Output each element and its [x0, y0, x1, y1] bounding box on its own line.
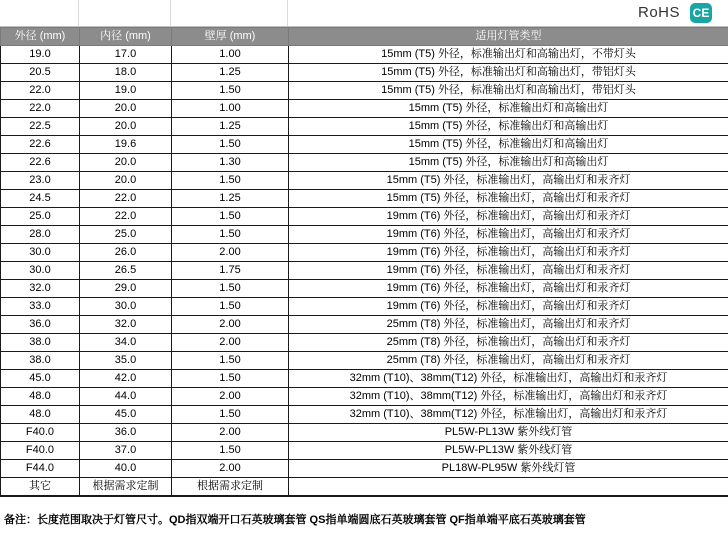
empty-cell[interactable] — [171, 0, 288, 26]
table-row — [1, 316, 728, 334]
inner-diameter-cell[interactable]: 30.0 — [80, 298, 172, 316]
outer-diameter-cell[interactable]: 22.5 — [1, 118, 80, 136]
lamp-type-cell[interactable]: PL18W-PL95W 紫外线灯管 — [289, 460, 728, 478]
table-row — [1, 46, 728, 64]
outer-diameter-cell[interactable]: 30.0 — [1, 244, 80, 262]
table-row — [1, 352, 728, 370]
inner-diameter-cell[interactable]: 17.0 — [80, 46, 172, 64]
wall-thickness-cell[interactable]: 1.50 — [172, 226, 289, 244]
wall-thickness-cell[interactable]: 1.50 — [172, 406, 289, 424]
outer-diameter-cell[interactable]: 48.0 — [1, 388, 80, 406]
lamp-type-cell[interactable]: 25mm (T8) 外径，标准输出灯，高输出灯和汞齐灯 — [289, 352, 728, 370]
outer-diameter-cell[interactable]: 38.0 — [1, 352, 80, 370]
spec-table — [0, 27, 728, 496]
table-row — [1, 172, 728, 190]
wall-thickness-cell[interactable]: 1.00 — [172, 46, 289, 64]
lamp-type-cell[interactable]: 15mm (T5) 外径，标准输出灯和高输出灯 — [289, 118, 728, 136]
wall-thickness-cell[interactable]: 1.75 — [172, 262, 289, 280]
lamp-type-cell[interactable] — [289, 478, 728, 496]
inner-diameter-cell[interactable]: 45.0 — [80, 406, 172, 424]
inner-diameter-cell[interactable]: 35.0 — [80, 352, 172, 370]
table-row — [1, 136, 728, 154]
inner-diameter-cell[interactable]: 22.0 — [80, 190, 172, 208]
lamp-type-cell[interactable]: 15mm (T5) 外径，标准输出灯和高输出灯，带铝灯头 — [289, 64, 728, 82]
wall-thickness-cell[interactable]: 1.50 — [172, 208, 289, 226]
inner-diameter-cell[interactable]: 42.0 — [80, 370, 172, 388]
table-row — [1, 478, 728, 496]
inner-diameter-cell[interactable]: 44.0 — [80, 388, 172, 406]
table-row — [1, 262, 728, 280]
wall-thickness-cell[interactable]: 2.00 — [172, 316, 289, 334]
inner-diameter-cell[interactable]: 22.0 — [80, 208, 172, 226]
table-row — [1, 226, 728, 244]
table-row — [1, 190, 728, 208]
outer-diameter-cell[interactable]: F44.0 — [1, 460, 80, 478]
wall-thickness-cell[interactable]: 1.50 — [172, 172, 289, 190]
wall-thickness-cell[interactable]: 1.50 — [172, 298, 289, 316]
outer-diameter-cell[interactable]: 22.6 — [1, 154, 80, 172]
outer-diameter-cell[interactable]: 28.0 — [1, 226, 80, 244]
outer-diameter-cell[interactable]: 32.0 — [1, 280, 80, 298]
lamp-type-cell[interactable]: 32mm (T10)、38mm(T12) 外径，标准输出灯，高输出灯和汞齐灯 — [289, 370, 728, 388]
outer-diameter-cell[interactable]: 33.0 — [1, 298, 80, 316]
table-row — [1, 406, 728, 424]
inner-diameter-cell[interactable]: 37.0 — [80, 442, 172, 460]
inner-diameter-cell[interactable]: 20.0 — [80, 100, 172, 118]
lamp-type-cell[interactable]: 25mm (T8) 外径，标准输出灯，高输出灯和汞齐灯 — [289, 334, 728, 352]
inner-diameter-cell[interactable]: 20.0 — [80, 154, 172, 172]
lamp-type-cell[interactable]: PL5W-PL13W 紫外线灯管 — [289, 442, 728, 460]
wall-thickness-cell[interactable]: 2.00 — [172, 424, 289, 442]
lamp-type-cell[interactable]: 15mm (T5) 外径，标准输出灯，高输出灯和汞齐灯 — [289, 172, 728, 190]
lamp-type-cell[interactable]: PL5W-PL13W 紫外线灯管 — [289, 424, 728, 442]
inner-diameter-cell[interactable]: 20.0 — [80, 118, 172, 136]
footer-note[interactable]: 备注：长度范围取决于灯管尺寸。QD指双端开口石英玻璃套管 QS指单端圆底石英玻璃套管 QF指单端平底石英玻璃套管 — [4, 514, 586, 526]
col-header-lamp-type[interactable]: 适用灯管类型 — [289, 28, 728, 46]
wall-thickness-cell[interactable]: 1.50 — [172, 280, 289, 298]
lamp-type-cell[interactable]: 15mm (T5) 外径，标准输出灯和高输出灯 — [289, 136, 728, 154]
wall-thickness-cell[interactable]: 1.50 — [172, 352, 289, 370]
ce-mark-icon: CE — [690, 3, 712, 23]
wall-thickness-cell[interactable]: 根据需求定制 — [172, 478, 289, 496]
table-row — [1, 442, 728, 460]
rohs-badge: RoHS — [638, 4, 681, 21]
wall-thickness-cell[interactable]: 1.50 — [172, 82, 289, 100]
col-header-wall-thickness[interactable]: 壁厚 (mm) — [172, 28, 289, 46]
lamp-type-cell[interactable]: 15mm (T5) 外径，标准输出灯和高输出灯 — [289, 100, 728, 118]
outer-diameter-cell[interactable]: F40.0 — [1, 442, 80, 460]
lamp-type-cell[interactable]: 19mm (T6) 外径，标准输出灯，高输出灯和汞齐灯 — [289, 298, 728, 316]
inner-diameter-cell[interactable]: 26.5 — [80, 262, 172, 280]
lamp-type-cell[interactable]: 25mm (T8) 外径，标准输出灯，高输出灯和汞齐灯 — [289, 316, 728, 334]
outer-diameter-cell[interactable]: 30.0 — [1, 262, 80, 280]
header-row — [1, 28, 728, 46]
outer-diameter-cell[interactable]: 22.0 — [1, 100, 80, 118]
lamp-type-cell[interactable]: 19mm (T6) 外径，标准输出灯，高输出灯和汞齐灯 — [289, 262, 728, 280]
inner-diameter-cell[interactable]: 32.0 — [80, 316, 172, 334]
empty-cell[interactable] — [79, 0, 171, 26]
wall-thickness-cell[interactable]: 2.00 — [172, 244, 289, 262]
outer-diameter-cell[interactable]: 22.6 — [1, 136, 80, 154]
table-row — [1, 208, 728, 226]
wall-thickness-cell[interactable]: 1.25 — [172, 190, 289, 208]
table-row — [1, 370, 728, 388]
outer-diameter-cell[interactable]: 25.0 — [1, 208, 80, 226]
wall-thickness-cell[interactable]: 2.00 — [172, 334, 289, 352]
outer-diameter-cell[interactable]: 24.5 — [1, 190, 80, 208]
inner-diameter-cell[interactable]: 26.0 — [80, 244, 172, 262]
outer-diameter-cell[interactable]: 36.0 — [1, 316, 80, 334]
footer-note-row — [0, 496, 728, 543]
table-row — [1, 100, 728, 118]
table-row — [1, 118, 728, 136]
inner-diameter-cell[interactable]: 19.6 — [80, 136, 172, 154]
outer-diameter-cell[interactable]: 38.0 — [1, 334, 80, 352]
inner-diameter-cell[interactable]: 29.0 — [80, 280, 172, 298]
outer-diameter-cell[interactable]: 20.5 — [1, 64, 80, 82]
inner-diameter-cell[interactable]: 20.0 — [80, 172, 172, 190]
wall-thickness-cell[interactable]: 1.30 — [172, 154, 289, 172]
lamp-type-cell[interactable]: 15mm (T5) 外径，标准输出灯和高输出灯，带铝灯头 — [289, 82, 728, 100]
wall-thickness-cell[interactable]: 2.00 — [172, 460, 289, 478]
inner-diameter-cell[interactable]: 根据需求定制 — [80, 478, 172, 496]
outer-diameter-cell[interactable]: 45.0 — [1, 370, 80, 388]
table-row — [1, 244, 728, 262]
inner-diameter-cell[interactable]: 40.0 — [80, 460, 172, 478]
inner-diameter-cell[interactable]: 25.0 — [80, 226, 172, 244]
table-row — [1, 64, 728, 82]
lamp-type-cell[interactable]: 15mm (T5) 外径，标准输出灯和高输出灯 — [289, 154, 728, 172]
inner-diameter-cell[interactable]: 19.0 — [80, 82, 172, 100]
outer-diameter-cell[interactable]: 23.0 — [1, 172, 80, 190]
lamp-type-cell[interactable]: 32mm (T10)、38mm(T12) 外径，标准输出灯，高输出灯和汞齐灯 — [289, 388, 728, 406]
lamp-type-cell[interactable]: 19mm (T6) 外径，标准输出灯，高输出灯和汞齐灯 — [289, 280, 728, 298]
wall-thickness-cell[interactable]: 2.00 — [172, 388, 289, 406]
wall-thickness-cell[interactable]: 1.25 — [172, 64, 289, 82]
wall-thickness-cell[interactable]: 1.25 — [172, 118, 289, 136]
col-header-outer-diameter[interactable]: 外径 (mm) — [1, 28, 80, 46]
inner-diameter-cell[interactable]: 36.0 — [80, 424, 172, 442]
inner-diameter-cell[interactable]: 18.0 — [80, 64, 172, 82]
outer-diameter-cell[interactable]: 其它 — [1, 478, 80, 496]
table-row — [1, 154, 728, 172]
col-header-inner-diameter[interactable]: 内径 (mm) — [80, 28, 172, 46]
outer-diameter-cell[interactable]: 22.0 — [1, 82, 80, 100]
table-body — [1, 46, 728, 496]
lamp-type-cell[interactable]: 19mm (T6) 外径，标准输出灯，高输出灯和汞齐灯 — [289, 226, 728, 244]
table-row — [1, 460, 728, 478]
outer-diameter-cell[interactable]: 19.0 — [1, 46, 80, 64]
lamp-type-cell[interactable]: 19mm (T6) 外径，标准输出灯，高输出灯和汞齐灯 — [289, 244, 728, 262]
inner-diameter-cell[interactable]: 34.0 — [80, 334, 172, 352]
lamp-type-cell[interactable]: 32mm (T10)、38mm(T12) 外径，标准输出灯，高输出灯和汞齐灯 — [289, 406, 728, 424]
table-row — [1, 82, 728, 100]
outer-diameter-cell[interactable]: 48.0 — [1, 406, 80, 424]
wall-thickness-cell[interactable]: 1.50 — [172, 370, 289, 388]
lamp-type-cell[interactable]: 15mm (T5) 外径，标准输出灯，高输出灯和汞齐灯 — [289, 190, 728, 208]
table-row — [1, 298, 728, 316]
table-row — [1, 334, 728, 352]
table-row — [1, 280, 728, 298]
outer-diameter-cell[interactable]: F40.0 — [1, 424, 80, 442]
header-strip — [0, 0, 728, 27]
lamp-type-cell[interactable]: 19mm (T6) 外径，标准输出灯，高输出灯和汞齐灯 — [289, 208, 728, 226]
wall-thickness-cell[interactable]: 1.00 — [172, 100, 289, 118]
empty-cell[interactable] — [0, 0, 79, 26]
table-row — [1, 388, 728, 406]
table-row — [1, 424, 728, 442]
lamp-type-cell[interactable]: 15mm (T5) 外径，标准输出灯和高输出灯，不带灯头 — [289, 46, 728, 64]
wall-thickness-cell[interactable]: 1.50 — [172, 136, 289, 154]
wall-thickness-cell[interactable]: 1.50 — [172, 442, 289, 460]
